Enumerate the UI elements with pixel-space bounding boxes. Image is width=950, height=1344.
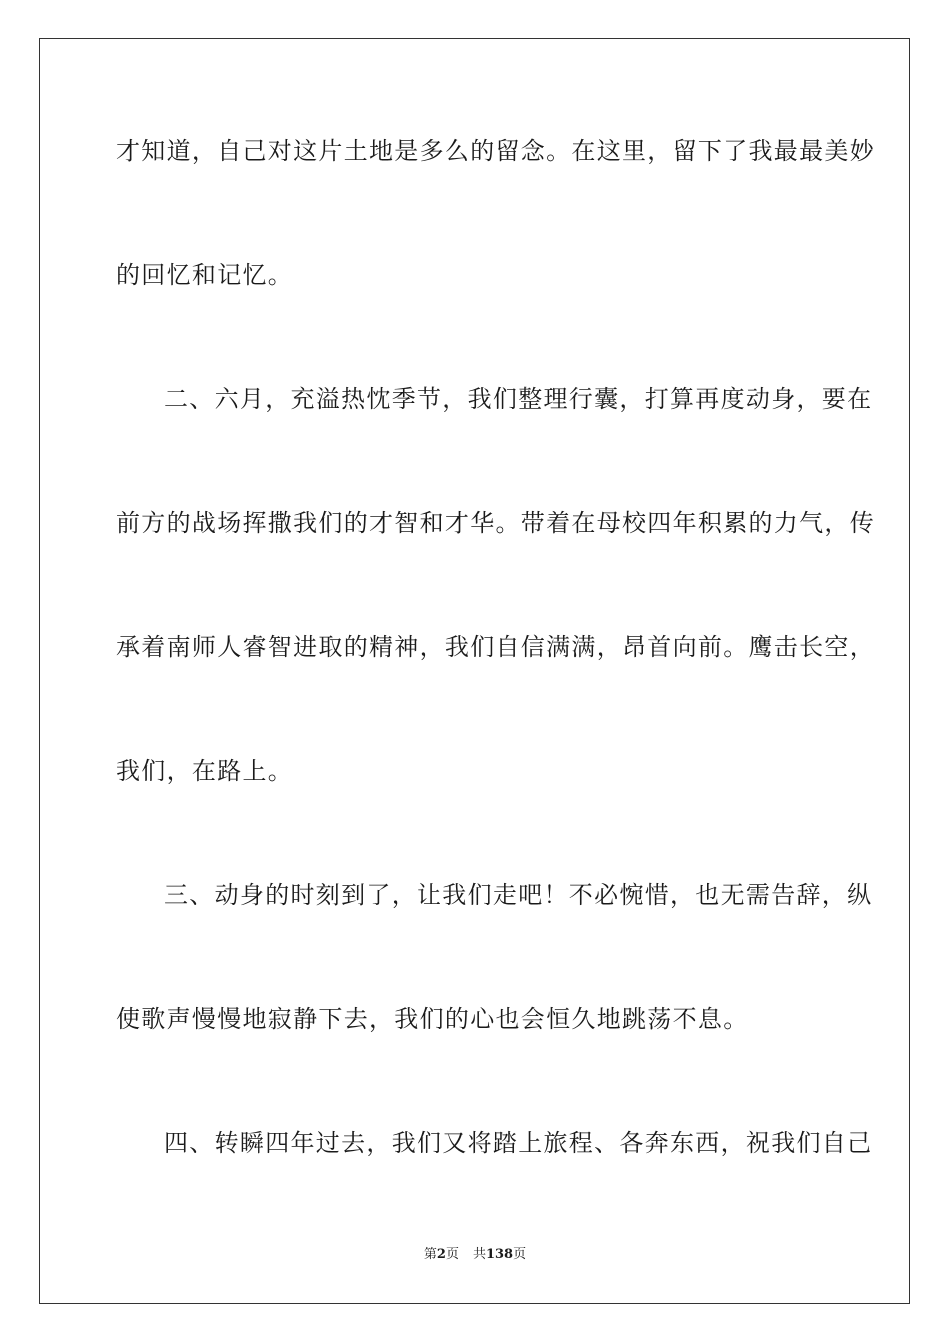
- page-number: 2: [436, 1247, 446, 1262]
- text-line: 才知道，自己对这片土地是多么的留念。在这里，留下了我最最美妙: [116, 137, 875, 165]
- text-line: 的回忆和记忆。: [116, 261, 294, 289]
- page-border: [39, 38, 910, 1304]
- paragraph-start-line: 二、六月，充溢热忱季节，我们整理行囊，打算再度动身，要在: [164, 385, 873, 413]
- total-pages: 138: [485, 1247, 514, 1262]
- page-footer: [0, 1245, 950, 1265]
- page-suffix: 页: [445, 1247, 459, 1262]
- paragraph-start-line: 四、转瞬四年过去，我们又将踏上旅程、各奔东西，祝我们自己: [164, 1129, 873, 1157]
- paragraph-start-line: 三、动身的时刻到了，让我们走吧！不必惋惜，也无需告辞，纵: [164, 881, 873, 909]
- text-line: 我们，在路上。: [116, 757, 294, 785]
- total-suffix: 页: [513, 1247, 527, 1262]
- total-prefix: 共: [472, 1247, 486, 1262]
- text-line: 使歌声慢慢地寂静下去，我们的心也会恒久地跳荡不息。: [116, 1005, 749, 1033]
- text-line: 承着南师人睿智进取的精神，我们自信满满，昂首向前。鹰击长空，: [116, 633, 875, 661]
- text-line: 前方的战场挥撒我们的才智和才华。带着在母校四年积累的力气，传: [116, 509, 875, 537]
- page-prefix: 第: [423, 1247, 437, 1262]
